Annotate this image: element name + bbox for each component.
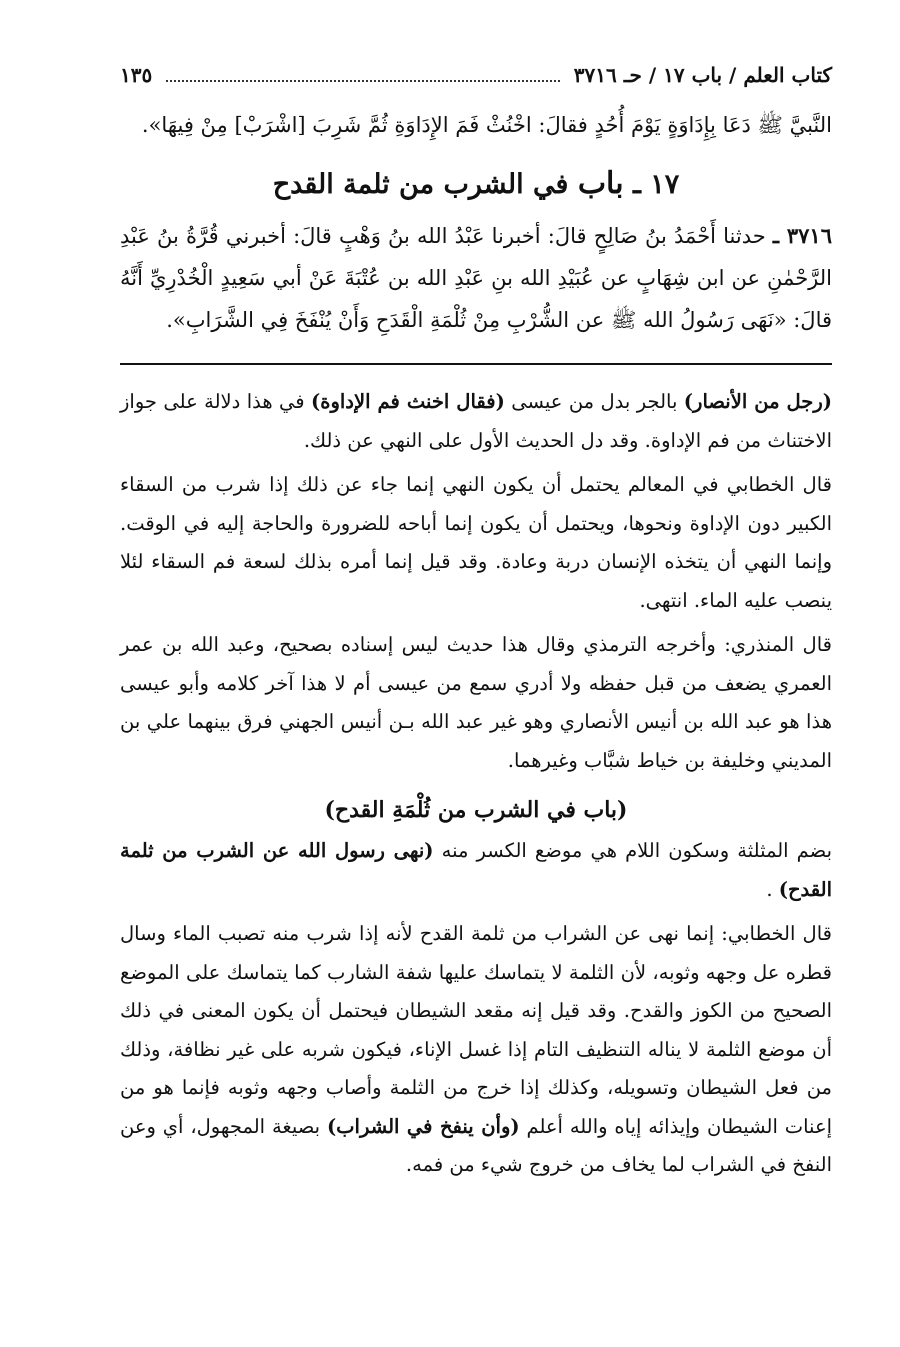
quoted-phrase: (رجل من الأنصار) <box>683 390 832 413</box>
commentary-text: بضم المثلثة وسكون اللام هي موضع الكسر منه <box>433 839 832 862</box>
commentary-subheading: (باب في الشرب من ثُلْمَةِ القدح) <box>324 797 628 823</box>
commentary-paragraph <box>120 383 832 460</box>
commentary-text: في هذا دلالة على جواز الاختناث من فم الإداوة. وقد دل الحديث الأول على النهي عن ذلك. <box>120 390 832 452</box>
header-title: كتاب العلم / باب ١٧ / حـ ٣٧١٦ <box>573 63 832 87</box>
commentary-paragraph: قال المنذري: وأخرجه الترمذي وقال هذا حديث ليس إسناده بصحيح، وعبد الله بن عمر العمري يضعف من قبل حفظه ولا أدري سمع من عيسى أم لا هذا آخر كلامه وأبو عيسى هذا هو عبد الله بن أنيس الأنصاري وهو غير عبد الله بـن أنيس الجهني فرق بينهما علي بن المديني وخليفة بن خياط شبَّاب وغيرهما. <box>120 633 832 772</box>
quoted-phrase: (نهى رسول الله عن الشرب من ثلمة القدح) <box>120 839 832 901</box>
hadith-number: ٣٧١٦ ـ <box>772 223 832 248</box>
commentary-paragraph <box>120 915 832 1185</box>
hadith-continuation: النَّبيَّ ﷺ دَعَا بِإِدَاوَةٍ يَوْمَ أُحُدٍ فقالَ: اخْنُثْ فَمَ الإِدَاوَةِ ثُمَّ شَرِبَ [اشْرَبْ] مِنْ فِيهَا». <box>141 113 832 137</box>
chapter-title-text: في الشرب من ثلمة القدح <box>272 169 569 200</box>
chapter-bab-word: باب <box>577 166 624 201</box>
commentary-paragraph: قال الخطابي في المعالم يحتمل أن يكون النهي إنما جاء عن ذلك إذا شرب من السقاء الكبير دون الإداوة ونحوها، ويحتمل أن يكون إنما أباحه للضرورة والحاجة إليه في الوقت. وإنما النهي أن يتخذه الإنسان دربة وعادة. وقد قيل إنما أمره بذلك لسعة فم السقاء لئلا ينصب عليه الماء. انتهى. <box>120 473 832 612</box>
commentary-text: . <box>766 877 779 901</box>
chapter-number: ١٧ ـ <box>632 169 680 200</box>
running-header <box>120 60 832 90</box>
hadith-text: حدثنا أَحْمَدُ بنُ صَالِحٍ قالَ: أخبرنا عَبْدُ الله بنُ وَهْبٍ قالَ: أخبرني قُرَّةُ بنُ عَبْدِ الرَّحْمٰنِ عن ابن شِهَابٍ عن عُبَيْدِ الله بنِ عَبْدِ الله بن عُتْبَةَ عَنْ أبي سَعِيدٍ الْخُدْرِيِّ أَنَّهُ قالَ: «نَهَى رَسُولُ الله ﷺ عن الشُّرْبِ مِنْ ثُلْمَةِ الْقَدَحِ وَأَنْ يُنْفَخَ فِي الشَّرَابِ». <box>120 224 832 332</box>
commentary-text: بالجر بدل من عيسى <box>504 390 684 413</box>
hadith-3716 <box>120 215 832 341</box>
chapter-heading <box>120 162 832 207</box>
commentary-separator <box>120 363 832 365</box>
commentary-text: قال الخطابي: إنما نهى عن الشراب من ثلمة القدح لأنه إذا شرب منه تصبب الماء وسال قطره عل وجهه وثوبه، لأن الثلمة لا يتماسك عليها شفة الشارب كما يتماسك على الموضع الصحيح من الكوز والقدح. وقد قيل إنه مقعد الشيطان فيحتمل أن يكون المعنى في ذلك أن موضع الثلمة لا يناله التنظيف التام إذا غسل الإناء، فيكون شربه على غير نظافة، وذلك من فعل الشيطان وتسويله، وكذلك إذا خرج من الثلمة وأصاب وجهه وثوبه فإنما هو من إعنات الشيطان وإيذائه إياه والله أعلم <box>120 922 832 1138</box>
quoted-phrase: (فقال اخنث فم الإداوة) <box>311 390 505 413</box>
commentary <box>120 383 832 1185</box>
quoted-phrase: (وأن ينفخ في الشراب) <box>326 1114 520 1138</box>
commentary-paragraph <box>120 832 832 909</box>
commentary-text: بصيغة المجهول، أي وعن النفخ في الشراب لما يخاف من خروج شيء من فمه. <box>120 1114 832 1176</box>
header-dot-leader <box>166 62 560 82</box>
page-number: ١٣٥ <box>120 63 153 87</box>
book-page <box>120 60 832 1191</box>
